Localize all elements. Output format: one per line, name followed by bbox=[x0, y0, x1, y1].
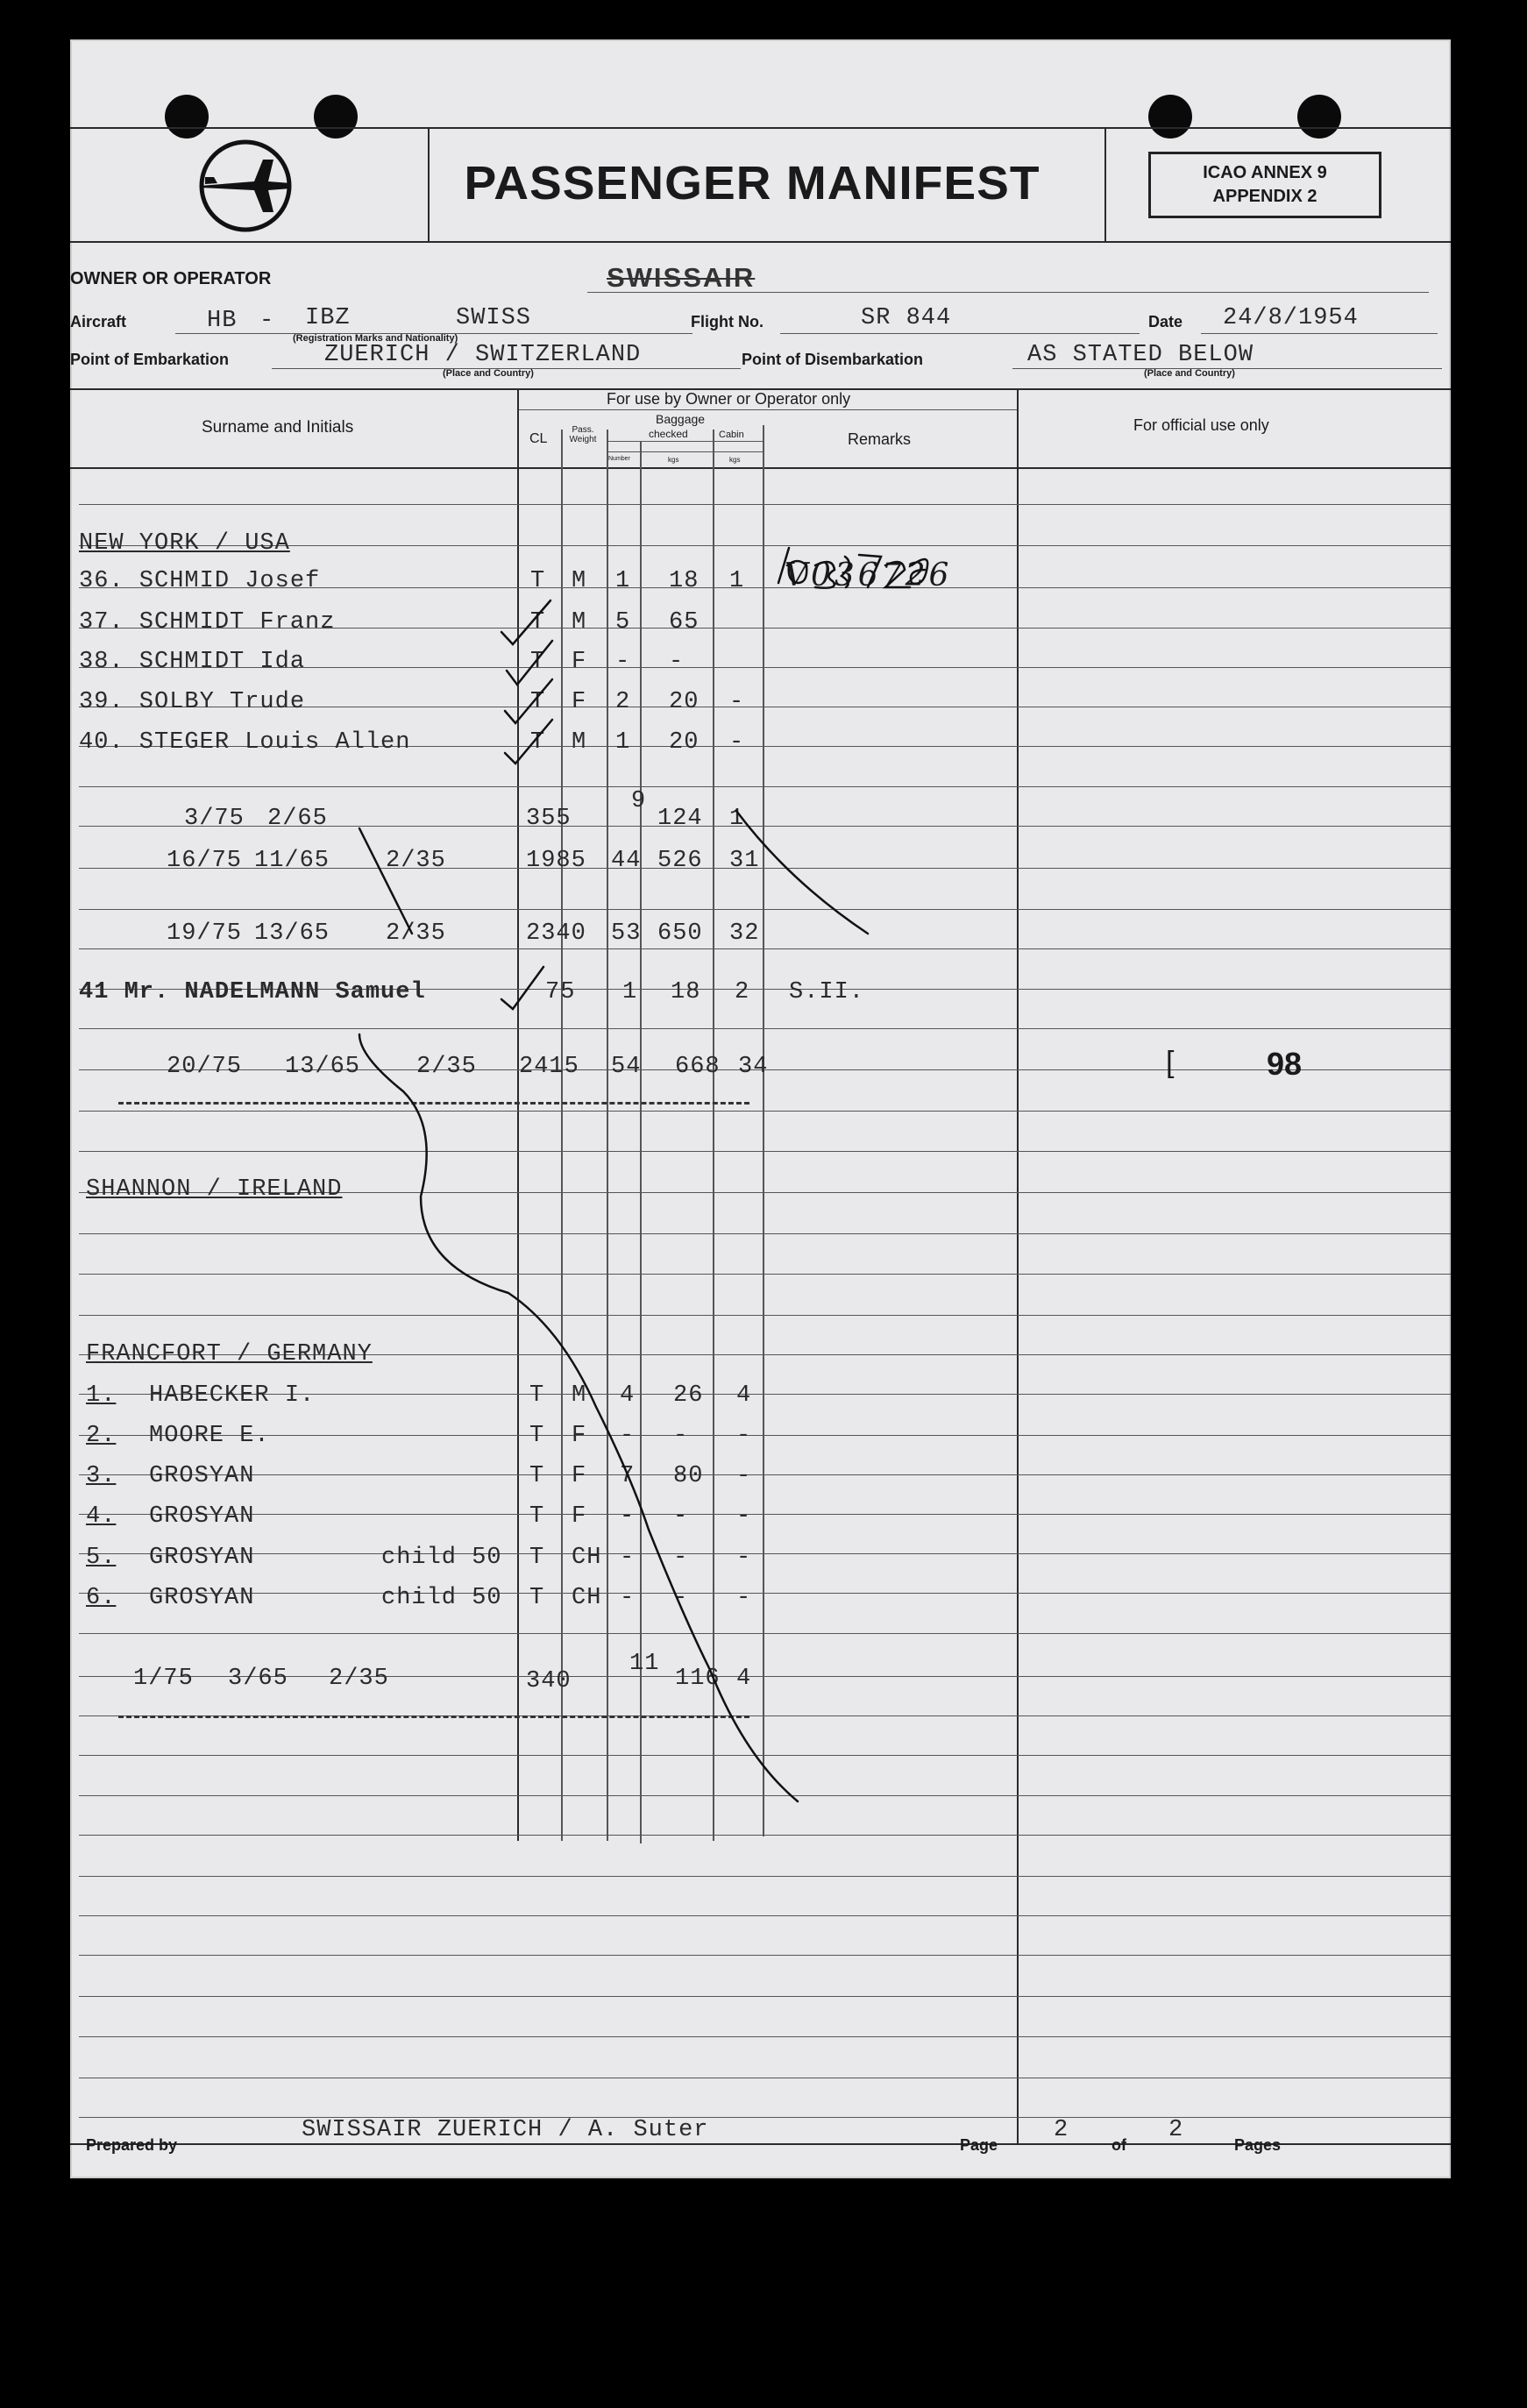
row-number: 1. bbox=[86, 1382, 117, 1409]
subtotal-b: 11/65 bbox=[254, 848, 330, 874]
fra-total-bag-number: 11 bbox=[629, 1651, 660, 1677]
subtotal-weight: 355 bbox=[526, 806, 572, 832]
fra-total-b: 3/65 bbox=[228, 1666, 288, 1692]
embarkation-sublabel: (Place and Country) bbox=[443, 368, 534, 379]
disembarkation-label: Point of Disembarkation bbox=[742, 351, 924, 368]
page-title: PASSENGER MANIFEST bbox=[464, 157, 1040, 210]
bag-kgs-value: - bbox=[673, 1423, 689, 1449]
disembarkation-sublabel: (Place and Country) bbox=[1144, 368, 1235, 379]
bag-number-value: - bbox=[620, 1503, 636, 1530]
pass-weight-value: 75 bbox=[545, 979, 576, 1005]
fra-total-cabin: 4 bbox=[736, 1666, 752, 1692]
surname-column-header: Surname and Initials bbox=[202, 418, 354, 437]
remarks-column-header: Remarks bbox=[848, 430, 912, 448]
cabin-kgs-header: kgs bbox=[729, 456, 741, 464]
bag-kgs-value: 18 bbox=[669, 568, 700, 594]
pass-weight-value: CH bbox=[572, 1545, 602, 1571]
subtotal-a: 3/75 bbox=[184, 806, 245, 832]
bag-number-value: 1 bbox=[622, 979, 638, 1005]
bag-kgs-value: 26 bbox=[673, 1382, 704, 1409]
passenger-name: MOORE E. bbox=[149, 1423, 270, 1449]
flight-no-value: SR 844 bbox=[861, 305, 952, 331]
bag-number-header: Number bbox=[608, 456, 630, 462]
cabin-value: 1 bbox=[729, 568, 745, 594]
total-a: 20/75 bbox=[167, 1054, 243, 1080]
remark-value: S.II. bbox=[789, 979, 865, 1005]
subtotal-bag-number: 53 bbox=[611, 920, 642, 947]
cabin-value: - bbox=[729, 689, 745, 715]
embarkation-label: Point of Embarkation bbox=[70, 351, 230, 368]
passenger-name: 40. STEGER Louis Allen bbox=[79, 729, 411, 756]
cabin-value: - bbox=[736, 1423, 752, 1449]
cabin-value: 4 bbox=[736, 1382, 752, 1409]
bag-kgs-value: 80 bbox=[673, 1463, 704, 1489]
icao-annex-label: ICAO ANNEX 9 bbox=[1203, 163, 1327, 182]
total-c: 2/35 bbox=[416, 1054, 477, 1080]
subtotal-b: 13/65 bbox=[254, 920, 330, 947]
subtotal-cabin: 32 bbox=[729, 920, 760, 947]
pass-weight-value: M bbox=[572, 1382, 587, 1409]
bag-kgs-value: 65 bbox=[669, 609, 700, 636]
fra-total-weight: 340 bbox=[526, 1668, 572, 1694]
passenger-name: GROSYAN bbox=[149, 1503, 255, 1530]
passenger-name: 41 Mr. NADELMANN Samuel bbox=[79, 979, 426, 1005]
of-label: of bbox=[1112, 2136, 1126, 2154]
pass-weight-value: M bbox=[572, 729, 587, 756]
cabin-column-header: Cabin bbox=[719, 430, 744, 440]
checked-column-header: checked bbox=[649, 428, 688, 440]
fra-total-bag-kgs: 116 bbox=[675, 1666, 721, 1692]
icao-appendix-label: APPENDIX 2 bbox=[1212, 187, 1317, 206]
page-number: 2 bbox=[1054, 2117, 1069, 2143]
bag-kgs-value: - bbox=[673, 1545, 689, 1571]
class-value: T bbox=[529, 1423, 545, 1449]
cl-column-header: CL bbox=[529, 431, 548, 446]
official-mark: 98 bbox=[1267, 1046, 1303, 1082]
subtotal-a: 16/75 bbox=[167, 848, 243, 874]
row-number: 5. bbox=[86, 1545, 117, 1571]
subtotal-bag-kgs: 124 bbox=[657, 806, 703, 832]
class-value: T bbox=[530, 689, 546, 715]
total-weight: 2415 bbox=[519, 1054, 579, 1080]
subtotal-bag-kgs: 526 bbox=[657, 848, 703, 874]
class-value: T bbox=[530, 649, 546, 675]
official-use-header: For official use only bbox=[1133, 416, 1269, 434]
passenger-name: 37. SCHMIDT Franz bbox=[79, 609, 336, 636]
pass-weight-column-header: Pass. Weight bbox=[569, 425, 597, 444]
bag-number-value: 2 bbox=[615, 689, 631, 715]
cabin-value: 2 bbox=[735, 979, 750, 1005]
passenger-name: GROSYAN bbox=[149, 1463, 255, 1489]
subtotal-c: 2/35 bbox=[386, 920, 446, 947]
bag-number-value: - bbox=[615, 649, 631, 675]
class-value: T bbox=[529, 1545, 545, 1571]
bag-kgs-header: kgs bbox=[668, 456, 679, 464]
pass-weight-value: M bbox=[572, 609, 587, 636]
fra-total-c: 2/35 bbox=[329, 1666, 389, 1692]
bag-kgs-value: 20 bbox=[669, 689, 700, 715]
handwritten-check-marks bbox=[70, 39, 1451, 2178]
cabin-value: - bbox=[736, 1463, 752, 1489]
embarkation-value: ZUERICH / SWITZERLAND bbox=[324, 342, 642, 368]
section-frankfurt: FRANCFORT / GERMANY bbox=[86, 1341, 373, 1367]
subtotal-a: 19/75 bbox=[167, 920, 243, 947]
bag-number-value: - bbox=[620, 1545, 636, 1571]
operator-label: OWNER OR OPERATOR bbox=[70, 269, 272, 288]
pass-weight-value: M bbox=[572, 568, 587, 594]
page-total: 2 bbox=[1168, 2117, 1184, 2143]
bag-number-value: 1 bbox=[615, 729, 631, 756]
manifest-sheet bbox=[70, 39, 1451, 2178]
total-cabin: 34 bbox=[738, 1054, 769, 1080]
aircraft-reg-dash: - bbox=[259, 308, 275, 334]
cabin-value: - bbox=[736, 1585, 752, 1611]
class-value: T bbox=[529, 1585, 545, 1611]
class-value: T bbox=[530, 609, 546, 636]
subtotal-cabin: 31 bbox=[729, 848, 760, 874]
cabin-value: - bbox=[729, 729, 745, 756]
row-number: 2. bbox=[86, 1423, 117, 1449]
row-number: 3. bbox=[86, 1463, 117, 1489]
subtotal-c: 2/35 bbox=[386, 848, 446, 874]
subtotal-bag-number: 44 bbox=[611, 848, 642, 874]
passenger-note: child 50 bbox=[381, 1545, 502, 1571]
aircraft-nationality: SWISS bbox=[456, 305, 532, 331]
bag-number-value: - bbox=[620, 1423, 636, 1449]
bag-number-value: 5 bbox=[615, 609, 631, 636]
passenger-name: 39. SOLBY Trude bbox=[79, 689, 306, 715]
aircraft-reg-suffix: IBZ bbox=[305, 305, 351, 331]
prepared-by-value: SWISSAIR ZUERICH / A. Suter bbox=[302, 2117, 709, 2143]
row-number: 6. bbox=[86, 1585, 117, 1611]
passenger-note: child 50 bbox=[381, 1585, 502, 1611]
cabin-value: - bbox=[736, 1545, 752, 1571]
bag-number-value: - bbox=[620, 1585, 636, 1611]
passenger-name: GROSYAN bbox=[149, 1585, 255, 1611]
bag-kgs-value: - bbox=[673, 1503, 689, 1530]
passenger-name: 36. SCHMID Josef bbox=[79, 568, 321, 594]
passenger-name: GROSYAN bbox=[149, 1545, 255, 1571]
passenger-name: HABECKER I. bbox=[149, 1382, 316, 1409]
bag-number-value: 4 bbox=[620, 1382, 636, 1409]
pass-weight-value: CH bbox=[572, 1585, 602, 1611]
row-number: 4. bbox=[86, 1503, 117, 1530]
pages-label: Pages bbox=[1234, 2136, 1282, 2154]
bag-kgs-value: - bbox=[673, 1585, 689, 1611]
bag-kgs-value: - bbox=[669, 649, 685, 675]
class-value: T bbox=[529, 1463, 545, 1489]
subtotal-weight: 1985 bbox=[526, 848, 586, 874]
total-bag-kgs: 668 bbox=[675, 1054, 721, 1080]
flight-no-label: Flight No. bbox=[691, 313, 764, 330]
pass-weight-value: F bbox=[572, 1503, 587, 1530]
cabin-value: - bbox=[736, 1503, 752, 1530]
aircraft-sublabel: (Registration Marks and Nationality) bbox=[293, 333, 458, 344]
date-value: 24/8/1954 bbox=[1223, 305, 1359, 331]
bag-number-value: 7 bbox=[620, 1463, 636, 1489]
bag-kgs-value: 20 bbox=[669, 729, 700, 756]
pass-weight-value: F bbox=[572, 689, 587, 715]
prepared-by-label: Prepared by bbox=[86, 2136, 178, 2154]
remark-value: V036726 bbox=[785, 558, 953, 593]
class-value: T bbox=[530, 729, 546, 756]
owner-use-header: For use by Owner or Operator only bbox=[607, 390, 851, 408]
subtotal-b: 2/65 bbox=[267, 806, 328, 832]
fra-total-a: 1/75 bbox=[133, 1666, 194, 1692]
disembarkation-value: AS STATED BELOW bbox=[1027, 342, 1254, 368]
subtotal-bag-number: 9 bbox=[631, 788, 647, 814]
aircraft-reg-prefix: HB bbox=[207, 308, 238, 334]
pass-weight-value: F bbox=[572, 1423, 587, 1449]
pass-weight-value: F bbox=[572, 1463, 587, 1489]
bag-kgs-value: 18 bbox=[671, 979, 701, 1005]
bracket-mark: [ bbox=[1166, 1046, 1175, 1079]
class-value: T bbox=[530, 568, 546, 594]
bag-number-value: 1 bbox=[615, 568, 631, 594]
passenger-name: 38. SCHMIDT Ida bbox=[79, 649, 306, 675]
subtotal-weight: 2340 bbox=[526, 920, 586, 947]
date-label: Date bbox=[1148, 313, 1183, 330]
class-value: T bbox=[529, 1382, 545, 1409]
pass-weight-value: F bbox=[572, 649, 587, 675]
section-new-york: NEW YORK / USA bbox=[79, 530, 290, 557]
aircraft-label: Aircraft bbox=[70, 313, 127, 330]
section-shannon: SHANNON / IRELAND bbox=[86, 1176, 343, 1203]
class-value: T bbox=[529, 1503, 545, 1530]
total-b: 13/65 bbox=[285, 1054, 361, 1080]
subtotal-cabin: 1 bbox=[729, 806, 745, 832]
page-label: Page bbox=[960, 2136, 998, 2154]
operator-value: SWISSAIR bbox=[607, 262, 756, 293]
subtotal-bag-kgs: 650 bbox=[657, 920, 703, 947]
total-bag-number: 54 bbox=[611, 1054, 642, 1080]
baggage-column-header: Baggage bbox=[656, 412, 706, 426]
